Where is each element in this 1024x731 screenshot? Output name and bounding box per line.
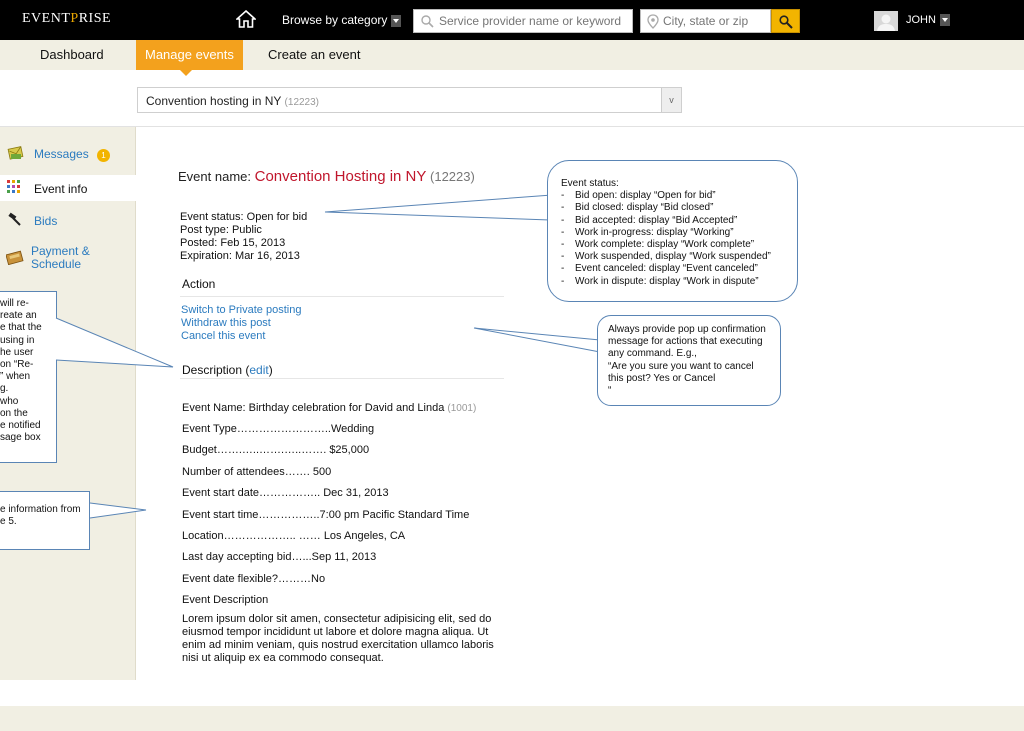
logo-text-right: RISE (78, 11, 112, 26)
withdraw-post-link[interactable]: Withdraw this post (181, 317, 271, 329)
logo-text-left: EVENT (22, 11, 71, 26)
divider (180, 378, 504, 379)
detail-start-date: Event start date…………….. Dec 31, 2013 (182, 487, 389, 499)
logo-text-accent: P (70, 11, 79, 26)
event-description-label: Event Description (182, 594, 269, 606)
sidebar-item-label: Event info (34, 182, 88, 196)
sidebar-item-label-line1: Payment & (31, 244, 90, 258)
event-select[interactable] (137, 87, 682, 113)
callout-line: using in (0, 334, 35, 346)
cancel-event-link[interactable]: Cancel this event (181, 330, 266, 342)
status-list-item: - Bid closed: display “Bid closed” (561, 202, 797, 214)
detail-attendees: Number of attendees……. 500 (182, 466, 332, 478)
envelope-icon (7, 145, 24, 164)
post-type: Post type: Public (180, 224, 262, 236)
gavel-icon (8, 212, 22, 229)
search-icon (421, 15, 434, 28)
tab-manage-events[interactable]: Manage events (136, 40, 243, 70)
home-icon[interactable] (236, 10, 256, 28)
description-title-text: Description ( (182, 363, 250, 377)
chevron-down-icon (940, 14, 950, 26)
callout-line: sage box (0, 432, 41, 444)
grid-icon (7, 180, 21, 197)
callout-line: Always provide pop up confirmation (608, 324, 766, 335)
chevron-down-icon[interactable]: v (661, 88, 681, 112)
action-section-title: Action (182, 277, 216, 291)
avatar[interactable] (874, 11, 898, 31)
location-box[interactable] (640, 9, 771, 33)
callout-line: any command. E.g., (608, 348, 697, 360)
posted-date: Posted: Feb 15, 2013 (180, 237, 286, 249)
tab-create-event[interactable]: Create an event (268, 47, 361, 62)
detail-event-name-text: Event Name: Birthday celebration for David and Linda (182, 402, 445, 414)
search-submit-button[interactable] (771, 9, 800, 33)
detail-event-name (182, 402, 476, 414)
callout-line: he user (0, 346, 34, 358)
event-name-label: Event name: (178, 169, 251, 184)
sidebar-item-event-info[interactable] (0, 175, 136, 201)
status-list (561, 190, 797, 288)
callout-line: e that the (0, 322, 42, 334)
event-status: Event status: Open for bid (180, 211, 308, 223)
description-title-suffix: ) (268, 363, 273, 377)
annotation-callout-event-status (547, 160, 798, 302)
annotation-callout-repost (0, 291, 57, 463)
callout-line: e information from (0, 504, 81, 515)
divider (180, 296, 504, 297)
status-list-item: - Bid open: display “Open for bid” (561, 190, 797, 202)
status-list-item: - Work suspended, display “Work suspended” (561, 251, 797, 263)
detail-budget: Budget…….…..…….…..……. $25,000 (182, 444, 370, 456)
status-list-item: - Work in-progress: display “Working” (561, 227, 797, 239)
callout-line: g. (0, 383, 9, 395)
detail-event-type: Event Type……………………..Wedding (182, 423, 375, 435)
description-section-title (182, 363, 273, 377)
edit-description-link[interactable]: edit (249, 363, 269, 377)
callout-line: who (0, 395, 19, 407)
callout-line: on “Re- (0, 359, 34, 371)
sidebar-item-label (31, 245, 90, 271)
callout-line: on the (0, 407, 28, 419)
expiration-date: Expiration: Mar 16, 2013 (180, 250, 300, 262)
chevron-down-icon (391, 15, 401, 27)
event-name-value: Convention Hosting in NY (254, 168, 427, 185)
user-name: JOHN (906, 14, 936, 26)
detail-last-bid-day: Last day accepting bid…...Sep 11, 2013 (182, 551, 377, 563)
status-list-item: - Bid accepted: display “Bid Accepted” (561, 215, 797, 227)
sidebar-item-label-line2: Schedule (31, 257, 82, 271)
detail-event-id: (1001) (447, 403, 477, 414)
top-bar (0, 0, 1024, 40)
callout-line: this post? Yes or Cancel (608, 372, 716, 384)
event-select-id: (12223) (284, 97, 320, 108)
user-menu[interactable] (906, 14, 950, 26)
callout-line: reate an (0, 310, 37, 322)
callout-line: will re- (0, 298, 29, 309)
browse-by-category-dropdown[interactable] (282, 13, 401, 27)
annotation-callout-info-source (0, 491, 90, 550)
search-input[interactable] (439, 14, 629, 28)
event-name-heading (178, 168, 475, 185)
status-list-item: - Work complete: display “Work complete” (561, 239, 797, 251)
callout-line: ” when (0, 371, 31, 383)
event-id: (12223) (430, 169, 475, 184)
sidebar-item-bids[interactable] (0, 209, 136, 233)
sidebar-item-payment-schedule[interactable] (0, 243, 136, 275)
event-description-text: Lorem ipsum dolor sit amen, consectetur adipisicing elit, sed do eiusmod tempor incididunt ut labore et dolore magna aliqua. Ut enim ad minim veniam, quis nostrud exercitation ullamco laboris nisi ut aliquip ex ea commodo consequat. (182, 613, 494, 664)
wallet-icon (6, 249, 24, 268)
sidebar-item-messages[interactable] (0, 139, 136, 169)
detail-start-time: Event start time……………..7:00 pm Pacific Standard Time (182, 509, 470, 521)
callout-line: e notified (0, 420, 41, 432)
search-icon (779, 15, 793, 29)
location-input[interactable] (663, 14, 768, 28)
divider (0, 126, 1024, 127)
callout-line: “ (608, 385, 612, 397)
browse-label: Browse by category (282, 13, 388, 27)
detail-location: Location……………….. …… Los Angeles, CA (182, 530, 406, 542)
switch-to-private-link[interactable]: Switch to Private posting (181, 304, 302, 316)
logo[interactable] (22, 11, 111, 27)
search-box[interactable] (413, 9, 633, 33)
annotation-callout-confirmation (597, 315, 781, 406)
footer (0, 706, 1024, 731)
callout-line: message for actions that executing (608, 336, 763, 348)
location-pin-icon (647, 14, 659, 29)
detail-date-flexible: Event date flexible?………No (182, 573, 326, 585)
callout-line: “Are you sure you want to cancel (608, 360, 754, 372)
user-silhouette-icon (874, 11, 898, 31)
status-list-item: - Event canceled: display “Event canceled” (561, 263, 797, 275)
sidebar-item-label: Messages (34, 147, 89, 161)
nav-bar (0, 40, 1024, 70)
tab-dashboard[interactable]: Dashboard (40, 47, 104, 62)
messages-count-badge: 1 (97, 149, 110, 162)
callout-title: Event status: (561, 178, 619, 189)
status-list-item: - Work in dispute: display “Work in dispute” (561, 276, 797, 288)
sidebar-item-label: Bids (34, 214, 58, 228)
event-select-value: Convention hosting in NY (146, 94, 282, 108)
callout-line: e 5. (0, 516, 17, 528)
